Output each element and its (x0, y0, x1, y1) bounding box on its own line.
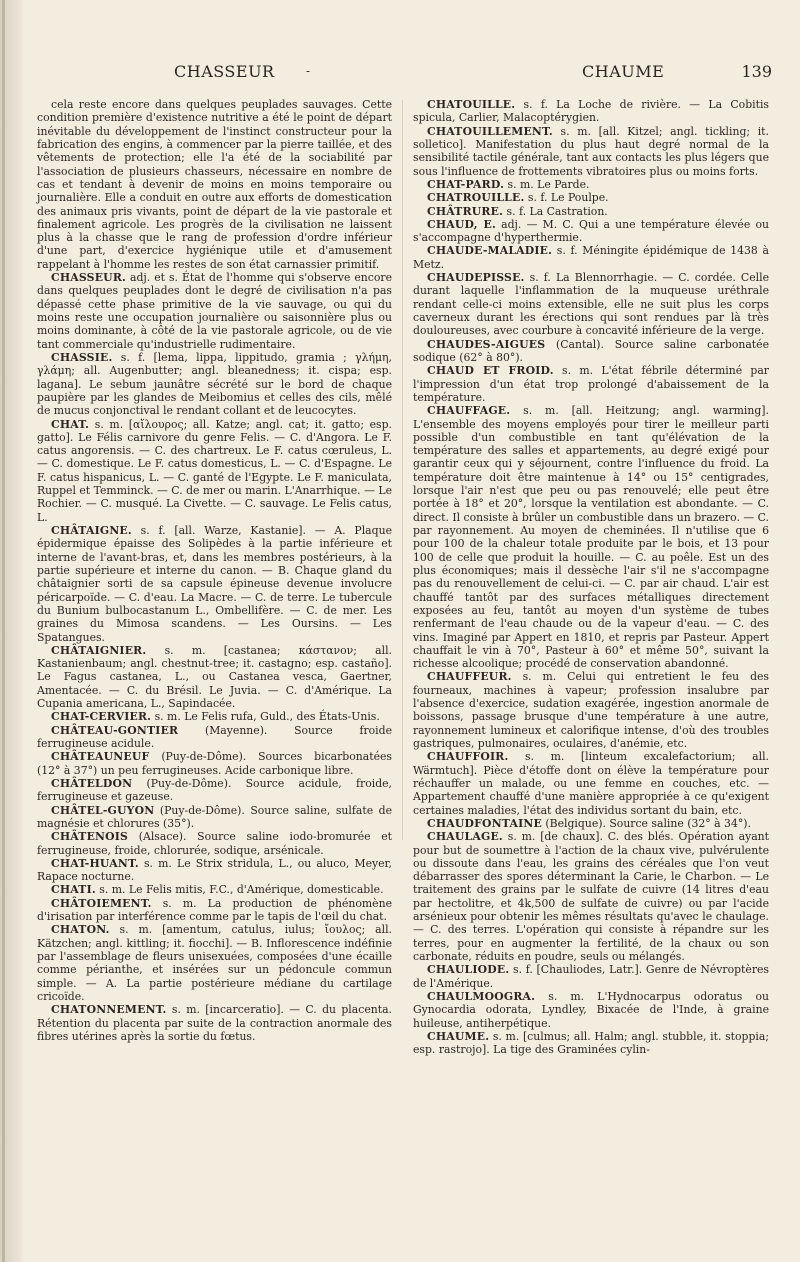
dictionary-entry (37, 710, 392, 723)
entry-headword: CHASSEUR. (51, 271, 127, 285)
entry-text: s. f. [lema, lippa, lippitudo, gramia ; γλήμη, γλάμη; all. Augenbutter; angl. bleanedness; it. cispa; esp. lagana]. Le sebum jaunâtre sécrété sur le bord de chaque paupière par les glandes de Meibomius et celles des cils, mêlé de mucus conjonctival le rendant collant et de leucocytes. (37, 350, 392, 418)
entry-text: cela reste encore dans quelques peuplades sauvages. Cette condition première d'existence nutritive a été le point de départ inévitable du développement de l'instinct constructeur pour la fabrication des engins, à commencer par la pierre taillée, et des vêtements de protection; elle l'a été de la sociabilité par l'association de plusieurs chasseurs, nécessaire en nombre de cas et tendant à devenir de moins en moins temporaire ou journalière. Elle a conduit en outre aux efforts de domestication des animaux pris vivants, point de départ de la vie pastorale et finalement agricole. Les progrès de la civilisation ne laissent plus à la chasse que le rang de profession d'ordre inférieur d'une part, d'exercice hygiénique utile et d'amusement rappelant à l'homme les restes de son état carnassier primitif. (37, 98, 392, 271)
entry-text: s. m. [all. Heitzung; angl. warming]. L'ensemble des moyens employés pour tirer le meilleur parti possible d'un combustible en tant qu'élévation de la température des salles et appartements, au degré exigé pour garantir ceux qui y séjournent, contre l'influence du froid. La température doit être maintenue à 14° ou 15° centigrades, lorsque l'air n'est que peu ou pas renouvelé; elle peut être portée à 18° et 20°, lorsque la ventilation est abondante. — C. direct. Il consiste à brûler un combustible dans un brazero. — C. par rayonnement. Au moyen de cheminées. Il n'utilise que 6 pour 100 de la chaleur totale produite par le bois, et 13 pour 100 de celle que produit la houille. — C. au poêle. Est un des plus économiques; mais il dessèche l'air s'il ne s'accompagne pas du renouvellement de celui-ci. — C. par air chaud. L'air est chauffé tantôt par des surfaces métalliques directement exposées au feu, tantôt au moyen d'un système de tubes renfermant de l'eau chaude ou de la vapeur d'eau. — C. des vins. Imaginé par Appert en 1810, et repris par Pasteur. Appert chauffait le vin à 70°, Pasteur à 60° et même 50°, suivant la richesse alcoolique; procédé de conservation abandonné. (413, 404, 769, 671)
dictionary-entry (37, 777, 392, 804)
entry-text: s. m. L'état fébrile déterminé par l'impression d'un état trop prolongé d'abaissement de la température. (413, 364, 769, 404)
entry-headword: CHÂTOIEMENT. (51, 896, 152, 910)
dictionary-entry (37, 1003, 392, 1043)
entry-text: s. f. Le Poulpe. (524, 191, 609, 205)
dictionary-entry (413, 830, 769, 963)
entry-headword: CHATON. (51, 923, 110, 937)
entry-headword: CHAUME. (427, 1029, 490, 1043)
dictionary-entry (413, 191, 769, 204)
running-header (24, 62, 784, 86)
dictionary-entry (413, 963, 769, 990)
header-left-word: CHASSEUR (174, 62, 275, 81)
entry-headword: CHATROUILLE. (427, 191, 525, 205)
dictionary-entry (413, 218, 769, 245)
entry-text: (Puy-de-Dôme). Sources bicarbonatées (12° à 37°) un peu ferrugineuses. Acide carbonique libre. (37, 750, 392, 777)
entry-text: s. m. Le Felis mitis, F.C., d'Amérique, domesticable. (95, 883, 384, 897)
entry-headword: CHAT-CERVIER. (51, 710, 152, 724)
header-mark: - (306, 64, 311, 78)
dictionary-entry (37, 750, 392, 777)
entry-headword: CHAUDFONTAINE (427, 816, 542, 830)
entry-text: s. m. Le Felis rufa, Guld., des États-Unis. (151, 710, 380, 724)
entry-text: s. m. [linteum excalefactorium; all. Wärmtuch]. Pièce d'étoffe dont on élève la température pour réchauffer un malade, ou une femme en couches, etc. — Appartement chauffé d'une manière appropriée à ce qu'exigent certaines maladies, l'état des individus sortant du bain, etc. (413, 750, 769, 817)
dictionary-entry (413, 338, 769, 365)
entry-text: s. m. Celui qui entretient le feu des fourneaux, machines à vapeur; profession insalubre par l'absence d'exercice, sudation exagérée, ingestion anormale de boissons, passage brusque d'une température à une autre, rayonnement lumineux et calorifique intense, d'où des troubles gastriques, pulmonaires, oculaires, d'anémie, etc. (413, 670, 769, 750)
entry-headword: CHAUD, E. (427, 217, 496, 231)
dictionary-entry (413, 1030, 769, 1057)
dictionary-entry (413, 244, 769, 271)
entry-headword: CHASSIE. (51, 350, 113, 364)
right-column (413, 98, 769, 1057)
entry-text: s. m. La production de phénomène d'irisation par interférence comme par le tapis de l'œil du chat. (37, 896, 392, 924)
dictionary-entry (413, 404, 769, 670)
entry-text: s. m. [castanea; κάστανον; all. Kastanienbaum; angl. chestnut-tree; it. castagno; esp. castaño]. Le Fagus castanea, L., ou Castanea vesca, Gaertner, Amentacée. — C. du Brésil. Le Juvia. — C. d'Amérique. La Cupania americana, L., Sapindacée. (37, 643, 392, 711)
dictionary-entry (413, 125, 769, 178)
entry-text: s. m. [de chaux]. C. des blés. Opération ayant pour but de soumettre à l'action de la chaux vive, pulvérulente ou dissoute dans l'eau, les grains des céréales que l'on veut débarrasser des spores déterminant la Carie, le Charbon. — Le traitement des grains par le sulfate de cuivre (14 litres d'eau par hectolitre, et 4k,500 de sulfate de cuivre) ou par l'acide arsénieux pour obtenir les mêmes résultats qu'avec le chaulage. — C. des terres. L'opération qui consiste à répandre sur les terres, pour en augmenter la fertilité, de la chaux ou son carbonate, réduits en poudre, seuls ou mélangés. (413, 830, 769, 963)
entry-headword: CHAT-PARD. (427, 177, 505, 191)
entry-text: s. m. [amentum, catulus, iulus; ἴουλος; all. Kätzchen; angl. kittling; it. fiocchi]. — B. Inflorescence indéfinie par l'assemblage de fleurs unisexuées, composées d'une écaille comme périanthe, et insérées sur un pédoncule commun simple. — A. La partie postérieure médiane du cartilage cricoïde. (37, 923, 392, 1003)
entry-text: s. f. [Chauliodes, Latr.]. Genre de Névroptères de l'Amérique. (413, 963, 769, 990)
entry-headword: CHAULIODE. (427, 963, 510, 977)
entry-text: adj. et s. État de l'homme qui s'observe encore dans quelques peuplades dont le degré de civilisation n'a pas dépassé cette phase primitive de la vie sauvage, ou qui du moins reste une occupation journalière ou saisonnière plus ou moins dominante, à côté de la vie pastorale agricole, ou de vie tant commerciale qu'industrielle rudimentaire. (37, 271, 392, 351)
entry-headword: CHÂTAIGNIER. (51, 643, 147, 657)
dictionary-entry (37, 830, 392, 857)
dictionary-entry (413, 817, 769, 830)
entry-text: adj. — M. C. Qui a une température élevée ou s'accompagne d'hyperthermie. (413, 217, 769, 245)
entry-text: s. m. [αἴλουρος; all. Katze; angl. cat; it. gatto; esp. gatto]. Le Félis carnivore du genre Felis. — C. d'Angora. Le F. catus angorensis. — C. des chartreux. Le F. catus cœruleus, L. — C. domestique. Le F. catus domesticus, L. — C. d'Espagne. Le F. catus hispanicus, L. — C. ganté de l'Egypte. Le F. maniculata, Ruppel et Temminck. — C. de mer ou marin. L'Anarrhique. — Le Rochier. — C. musqué. La Civette. — C. sauvage. Le Felis catus, L. (37, 417, 392, 524)
entry-headword: CHAUFFEUR. (427, 670, 512, 684)
entry-headword: CHÂTEAU-GONTIER (51, 723, 179, 737)
entry-headword: CHAUFFOIR. (427, 750, 509, 764)
entry-headword: CHAUDE-MALADIE. (427, 244, 553, 258)
entry-text: (Belgique). Source saline (32° à 34°). (541, 816, 751, 830)
header-right-word: CHAUME (582, 62, 665, 81)
left-column (37, 98, 392, 1043)
entry-headword: CHAUD ET FROID. (427, 364, 554, 378)
dictionary-entry (37, 897, 392, 924)
page-number: 139 (741, 62, 772, 81)
entry-headword: CHAULAGE. (427, 830, 503, 844)
entry-headword: CHÂTAIGNE. (51, 524, 132, 537)
entry-text: s. m. [incarceratio]. — C. du placenta. Rétention du placenta par suite de la contraction anormale des fibres utérines après la sortie du fœtus. (37, 1003, 392, 1043)
entry-headword: CHATI. (51, 883, 96, 897)
dictionary-entry (413, 750, 769, 817)
entry-text: s. f. La Blennorrhagie. — C. cordée. Celle durant laquelle l'inflammation de la muqueuse uréthrale rendant celle-ci moins extensible, elle ne suit plus les corps caverneux durant les érections qui sont rendues par là très douloureuses, avec courbure à concavité inférieure de la verge. (413, 271, 769, 338)
entry-text: (Mayenne). Source froide ferrugineuse acidule. (37, 723, 392, 750)
dictionary-entry (37, 857, 392, 884)
entry-text: s. f. Méningite épidémique de 1438 à Metz. (413, 244, 769, 271)
dictionary-entry (37, 524, 392, 644)
dictionary-entry (37, 271, 392, 351)
entry-headword: CHÂTEL-GUYON (51, 803, 155, 817)
entry-headword: CHÂTEAUNEUF (51, 750, 150, 764)
entry-headword: CHÂTRURE. (427, 204, 504, 218)
entry-text: s. m. Le Parde. (504, 177, 590, 191)
entry-headword: CHAT. (51, 417, 90, 431)
entry-headword: CHAUFFAGE. (427, 404, 511, 418)
entry-headword: CHAULMOOGRA. (427, 989, 536, 1003)
dictionary-entry (37, 724, 392, 751)
entry-headword: CHATOUILLE. (427, 98, 516, 111)
binding-spine (2, 0, 5, 1262)
entry-text: s. m. [culmus; all. Halm; angl. stubble, it. stoppia; esp. rastrojo]. La tige des Graminées cylin- (413, 1029, 769, 1057)
entry-headword: CHATOUILLEMENT. (427, 124, 553, 138)
dictionary-entry (37, 804, 392, 831)
entry-headword: CHAUDEPISSE. (427, 271, 525, 285)
dictionary-entry (413, 205, 769, 218)
entry-headword: CHATONNEMENT. (51, 1003, 167, 1017)
dictionary-entry (37, 644, 392, 711)
dictionary-entry (37, 351, 392, 418)
entry-text: (Alsace). Source saline iodo-bromurée et ferrugineuse, froide, chlorurée, sodique, arsénicale. (37, 830, 392, 857)
entry-text: s. f. La Castration. (503, 204, 608, 218)
dictionary-entry (413, 670, 769, 750)
entry-headword: CHAT-HUANT. (51, 856, 139, 870)
entry-headword: CHAUDES-AIGUES (427, 337, 546, 351)
dictionary-entry (37, 923, 392, 1003)
dictionary-entry (413, 178, 769, 191)
entry-text: (Puy-de-Dôme). Source saline, sulfate de magnésie et chlorures (35°). (37, 803, 392, 830)
entry-text: (Cantal). Source saline carbonatée sodique (62° à 80°). (413, 337, 769, 364)
dictionary-entry (413, 990, 769, 1030)
entry-text: s. m. Le Strix stridula, L., ou aluco, Meyer, Rapace nocturne. (37, 856, 392, 884)
entry-text: s. m. L'Hydnocarpus odoratus ou Gynocardia odorata, Lyndley, Bixacée de l'Inde, à graine huileuse, antiherpétique. (413, 989, 769, 1030)
dictionary-entry (37, 418, 392, 525)
dictionary-entry (413, 271, 769, 338)
entry-text: (Puy-de-Dôme). Source acidule, froide, ferrugineuse et gazeuse. (37, 776, 392, 804)
entry-headword: CHÂTELDON (51, 776, 133, 790)
column-divider (402, 100, 403, 840)
dictionary-entry (37, 98, 392, 271)
dictionary-entry (413, 364, 769, 404)
entry-text: s. m. [all. Kitzel; angl. tickling; it. solletico]. Manifestation du plus haut degré normal de la sensibilité tactile générale, tant aux contacts les plus légers que sous l'influence de frottements vibratoires plus ou moins forts. (413, 124, 769, 178)
dictionary-entry (37, 883, 392, 896)
dictionary-entry (413, 98, 769, 125)
entry-text: s. f. [all. Warze, Kastanie]. — A. Plaque épidermique épaisse des Solipèdes à la partie inférieure et interne de l'avant-bras, et, dans les membres postérieurs, à la partie supérieure et interne du canon. — B. Chaque gland du châtaignier sorti de sa capsule épineuse devenue involucre péricarpoïde. — C. d'eau. La Macre. — C. de terre. Le tubercule du Bunium bulbocastanum L., Ombellifère. — C. de mer. Les graines du Mimosa scandens. — Les Oursins. — Les Spatangues. (37, 524, 392, 644)
entry-text: s. f. La Loche de rivière. — La Cobitis spicula, Carlier, Malacoptérygien. (413, 98, 769, 125)
entry-headword: CHÂTENOIS (51, 830, 129, 844)
